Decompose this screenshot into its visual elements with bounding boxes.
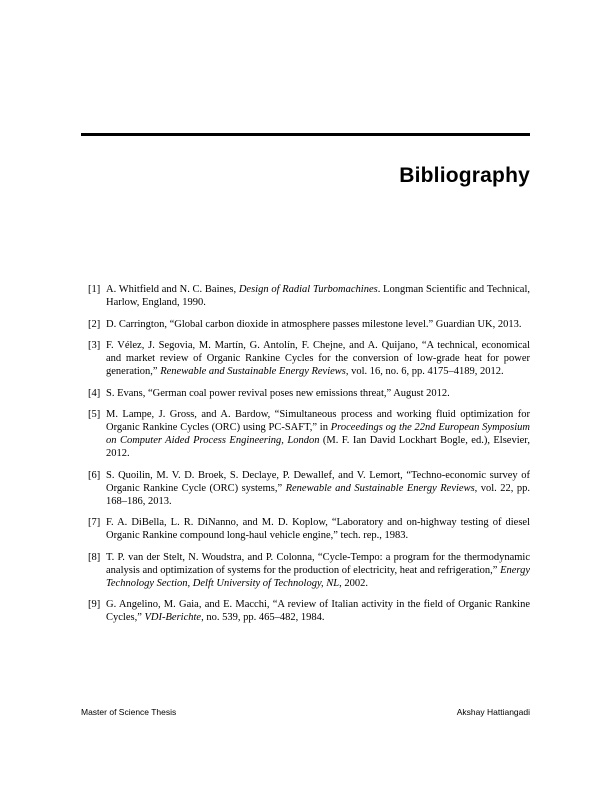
reference-item — [88, 469, 530, 508]
reference-label: [1] — [88, 284, 101, 295]
reference-label: [7] — [88, 517, 101, 528]
reference-text: A. Whitfield and N. C. Baines, Design of Radial Turbomachines. Longman Scientific and Technical, Harlow, England, 1990. — [106, 284, 530, 308]
reference-item — [88, 283, 530, 309]
reference-text: T. P. van der Stelt, N. Woudstra, and P. Colonna, “Cycle-Tempo: a program for the thermodynamic analysis and optimization of systems for the production of electricity, heat and refrigeration,” Energy Technology Section, Delft University of Technology, NL, 2002. — [106, 551, 530, 589]
reference-label: [5] — [88, 409, 101, 420]
reference-item — [88, 339, 530, 378]
reference-item — [88, 598, 530, 624]
reference-label: [2] — [88, 318, 101, 330]
reference-item — [88, 408, 530, 460]
reference-label: [3] — [88, 340, 101, 351]
reference-item — [88, 318, 530, 331]
page-footer — [81, 707, 530, 718]
references-list — [88, 283, 530, 633]
reference-text: M. Lampe, J. Gross, and A. Bardow, “Simultaneous process and working fluid optimization for Organic Rankine Cycles (ORC) using PC-SAFT,” in Proceedings og the 22nd European Symposium on Computer Aided Process Engineering, London (M. F. Ian David Lockhart Bogle, ed.), Elsevier, 2012. — [106, 409, 530, 459]
reference-label: [8] — [88, 551, 101, 563]
reference-item — [88, 387, 530, 400]
reference-text: D. Carrington, “Global carbon dioxide in atmosphere passes milestone level.” Guardian UK, 2013. — [106, 318, 522, 330]
chapter-rule — [81, 133, 530, 136]
reference-text: F. Vélez, J. Segovia, M. Martín, G. Antolín, F. Chejne, and A. Quijano, “A technical, economical and market review of Organic Rankine Cycles for the conversion of low-grade heat for power generation,” Renewable and Sustainable Energy Reviews, vol. 16, no. 6, pp. 4175–4189, 2012. — [106, 340, 530, 377]
footer-left-text: Master of Science Thesis — [81, 707, 177, 717]
footer-right-text: Akshay Hattiangadi — [456, 707, 530, 717]
page-title: Bibliography — [399, 164, 530, 188]
reference-text: S. Quoilin, M. V. D. Broek, S. Declaye, P. Dewallef, and V. Lemort, “Techno-economic survey of Organic Rankine Cycle (ORC) systems,” Renewable and Sustainable Energy Reviews, vol. 22, pp. 168–186, 2013. — [106, 469, 530, 507]
reference-label: [4] — [88, 387, 101, 399]
reference-item — [88, 516, 530, 542]
reference-text: G. Angelino, M. Gaia, and E. Macchi, “A review of Italian activity in the field of Organic Rankine Cycles,” VDI-Berichte, no. 539, pp. 465–482, 1984. — [106, 599, 530, 623]
reference-text: F. A. DiBella, L. R. DiNanno, and M. D. Koplow, “Laboratory and on-highway testing of diesel Organic Rankine compound long-haul vehicle engine,” tech. rep., 1983. — [106, 517, 530, 541]
reference-label: [9] — [88, 599, 101, 610]
reference-label: [6] — [88, 469, 101, 481]
reference-text: S. Evans, “German coal power revival poses new emissions threat,” August 2012. — [106, 387, 450, 399]
reference-item — [88, 551, 530, 590]
